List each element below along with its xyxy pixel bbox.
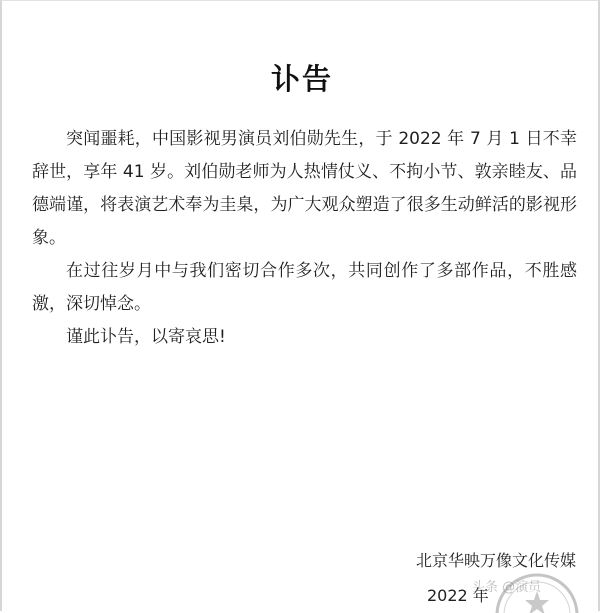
source-watermark: 头条 @演员 [472, 580, 542, 595]
issue-date: 2022 年 [427, 586, 489, 605]
notice-body [32, 123, 577, 354]
notice-title: 讣告 [270, 62, 333, 96]
paragraph-closing: 谨此讣告，以寄哀思! [66, 327, 226, 347]
paragraph-announcement: 突闻噩耗，中国影视男演员刘伯勋先生，于 2022 年 7 月 1 日不幸辞世，享年 41 岁。刘伯勋老师为人热情仗义、不拘小节、敦亲睦友、品德端谨，将表演艺术奉为圭臬，为广大观众塑造了很多生动鲜活的影视形象。 [32, 129, 577, 248]
paragraph-gratitude: 在过往岁月中与我们密切合作多次，共同创作了多部作品，不胜感激，深切悼念。 [32, 261, 577, 314]
issuing-organization: 北京华映万像文化传媒 [415, 551, 576, 570]
